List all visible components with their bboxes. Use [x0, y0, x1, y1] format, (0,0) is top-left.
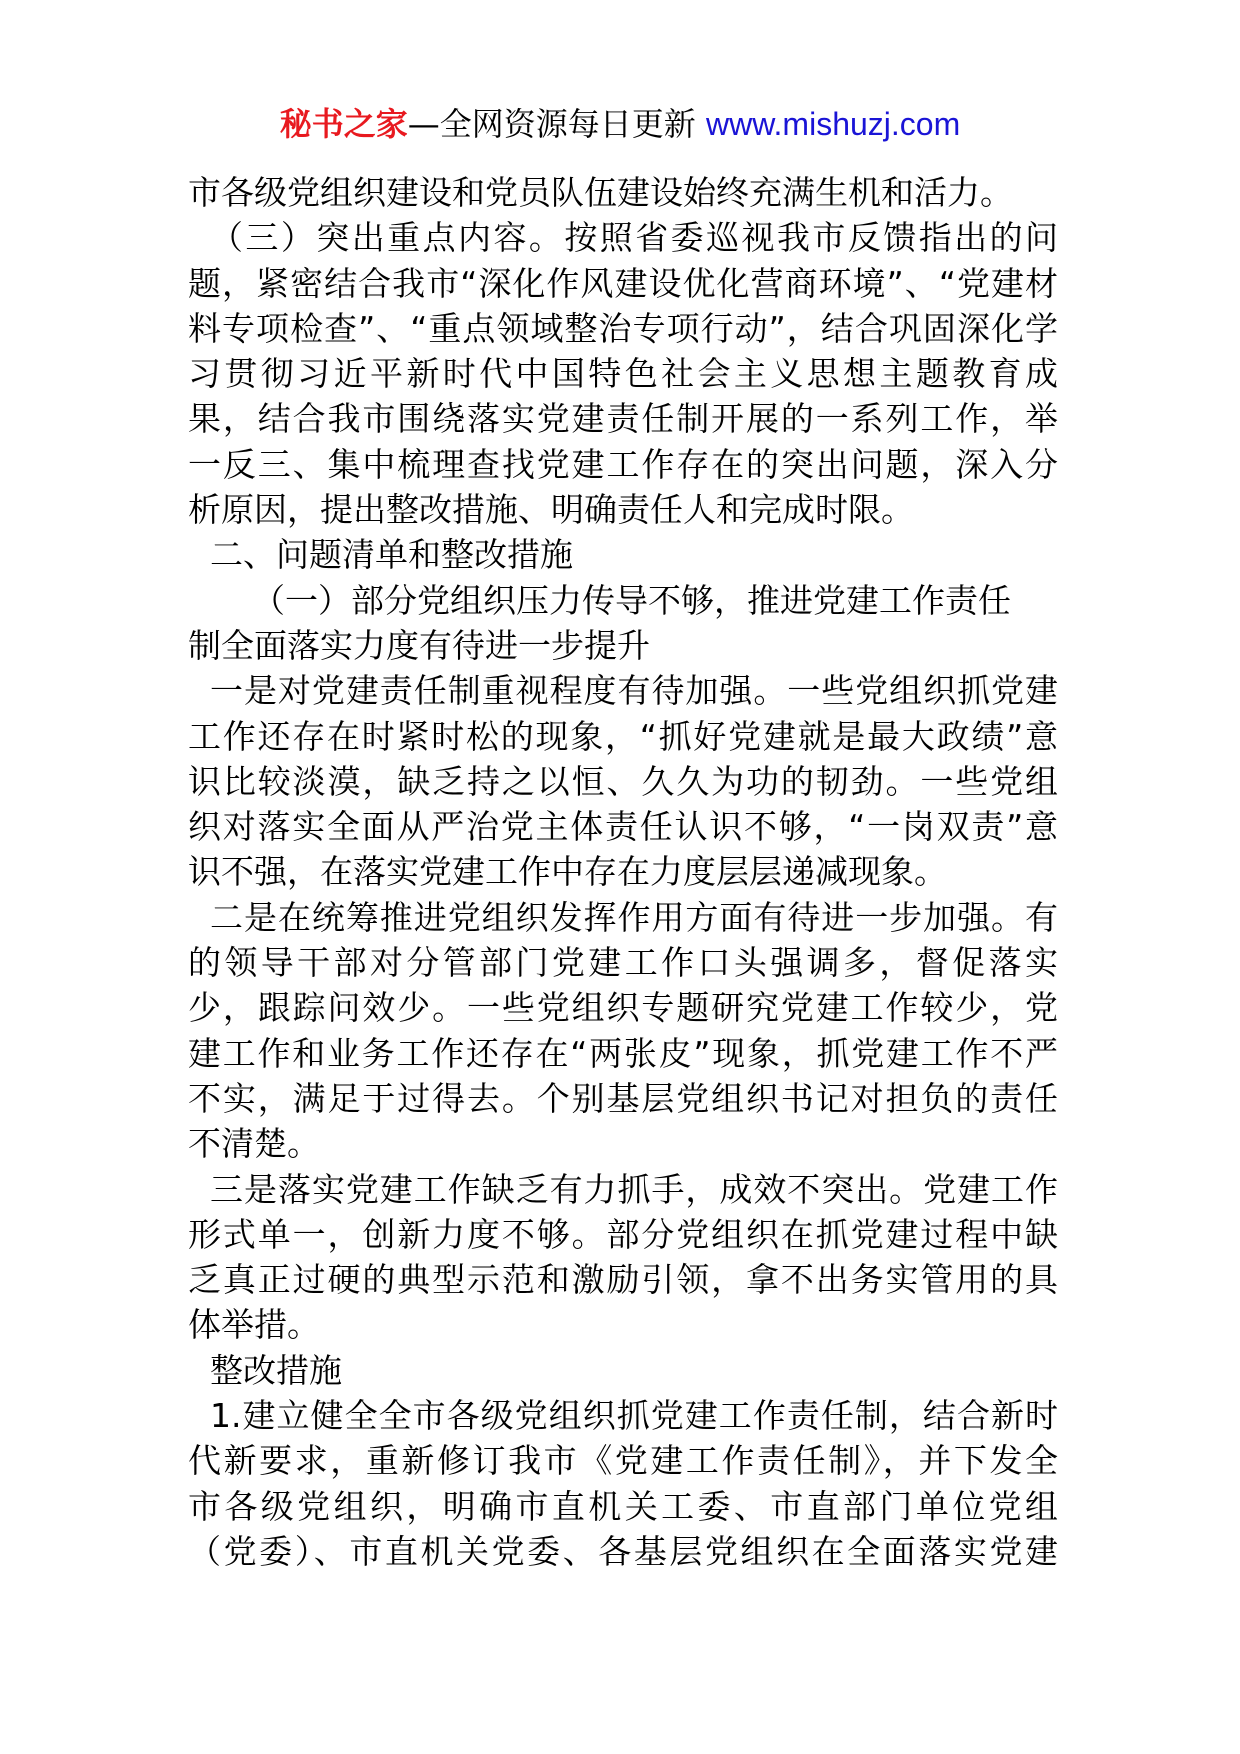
text-line: 的领导干部对分管部门党建工作口头强调多，督促落实 — [188, 943, 1058, 983]
text-line: 体举措。 — [188, 1305, 320, 1345]
text-line: 析原因，提出整改措施、明确责任人和完成时限。 — [188, 490, 914, 530]
text-line: 识比较淡漠，缺乏持之以恒、久久为功的韧劲。一些党组 — [188, 761, 1058, 801]
text-line: 题，紧密结合我市“深化作风建设优化营商环境”、“党建材 — [188, 263, 1058, 303]
text-line: 不实，满足于过得去。个别基层党组织书记对担负的责任 — [188, 1078, 1058, 1118]
measures-heading: 整改措施 — [210, 1350, 342, 1390]
text-line: 市各级党组织建设和党员队伍建设始终充满生机和活力。 — [188, 173, 1013, 212]
page-header — [0, 102, 1240, 146]
text-line: 料专项检查”、“重点领域整治专项行动”，结合巩固深化学 — [188, 308, 1058, 348]
paragraph-start-line: 一是对党建责任制重视程度有待加强。一些党组织抓党建 — [210, 671, 1058, 711]
paragraph-start-line: 1.建立健全全市各级党组织抓党建工作责任制，结合新时 — [210, 1396, 1058, 1436]
section-heading: 二、问题清单和整改措施 — [210, 535, 573, 575]
text-line: 市各级党组织，明确市直机关工委、市直部门单位党组 — [188, 1486, 1058, 1526]
text-line: 工作还存在时紧时松的现象，“抓好党建就是最大政绩”意 — [188, 716, 1058, 756]
text-line: 建工作和业务工作还存在“两张皮”现象，抓党建工作不严 — [188, 1033, 1058, 1073]
brand-name: 秘书之家 — [279, 105, 408, 143]
text-line: 织对落实全面从严治党主体责任认识不够，“一岗双责”意 — [188, 807, 1058, 847]
text-line: 识不强，在落实党建工作中存在力度层层递减现象。 — [188, 852, 947, 892]
text-line: 习贯彻习近平新时代中国特色社会主义思想主题教育成 — [188, 354, 1058, 394]
text-line: 少，跟踪问效少。一些党组织专题研究党建工作较少，党 — [188, 988, 1058, 1028]
subsection-heading-line: 制全面落实力度有待进一步提升 — [188, 625, 650, 665]
paragraph-start-line: 三是落实党建工作缺乏有力抓手，成效不突出。党建工作 — [210, 1169, 1058, 1209]
document-body — [188, 170, 1058, 1574]
subsection-heading-line: （一）部分党组织压力传导不够，推进党建工作责任 — [252, 580, 1011, 620]
section-heading-line: （三）突出重点内容。按照省委巡视我市反馈指出的问 — [210, 218, 1058, 258]
paragraph-start-line: 二是在统筹推进党组织发挥作用方面有待进一步加强。有 — [210, 897, 1058, 937]
text-line: 代新要求，重新修订我市《党建工作责任制》，并下发全 — [188, 1441, 1058, 1481]
website-link[interactable]: www.mishuzj.com — [705, 106, 961, 142]
header-slogan: —全网资源每日更新 — [407, 105, 706, 143]
text-line: 不清楚。 — [188, 1124, 320, 1164]
text-line: 一反三、集中梳理查找党建工作存在的突出问题，深入分 — [188, 444, 1058, 484]
text-line: 形式单一，创新力度不够。部分党组织在抓党建过程中缺 — [188, 1214, 1058, 1254]
text-line: （党委）、市直机关党委、各基层党组织在全面落实党建 — [188, 1531, 1058, 1571]
text-line: 果，结合我市围绕落实党建责任制开展的一系列工作，举 — [188, 399, 1058, 439]
text-line: 乏真正过硬的典型示范和激励引领，拿不出务实管用的具 — [188, 1260, 1058, 1300]
